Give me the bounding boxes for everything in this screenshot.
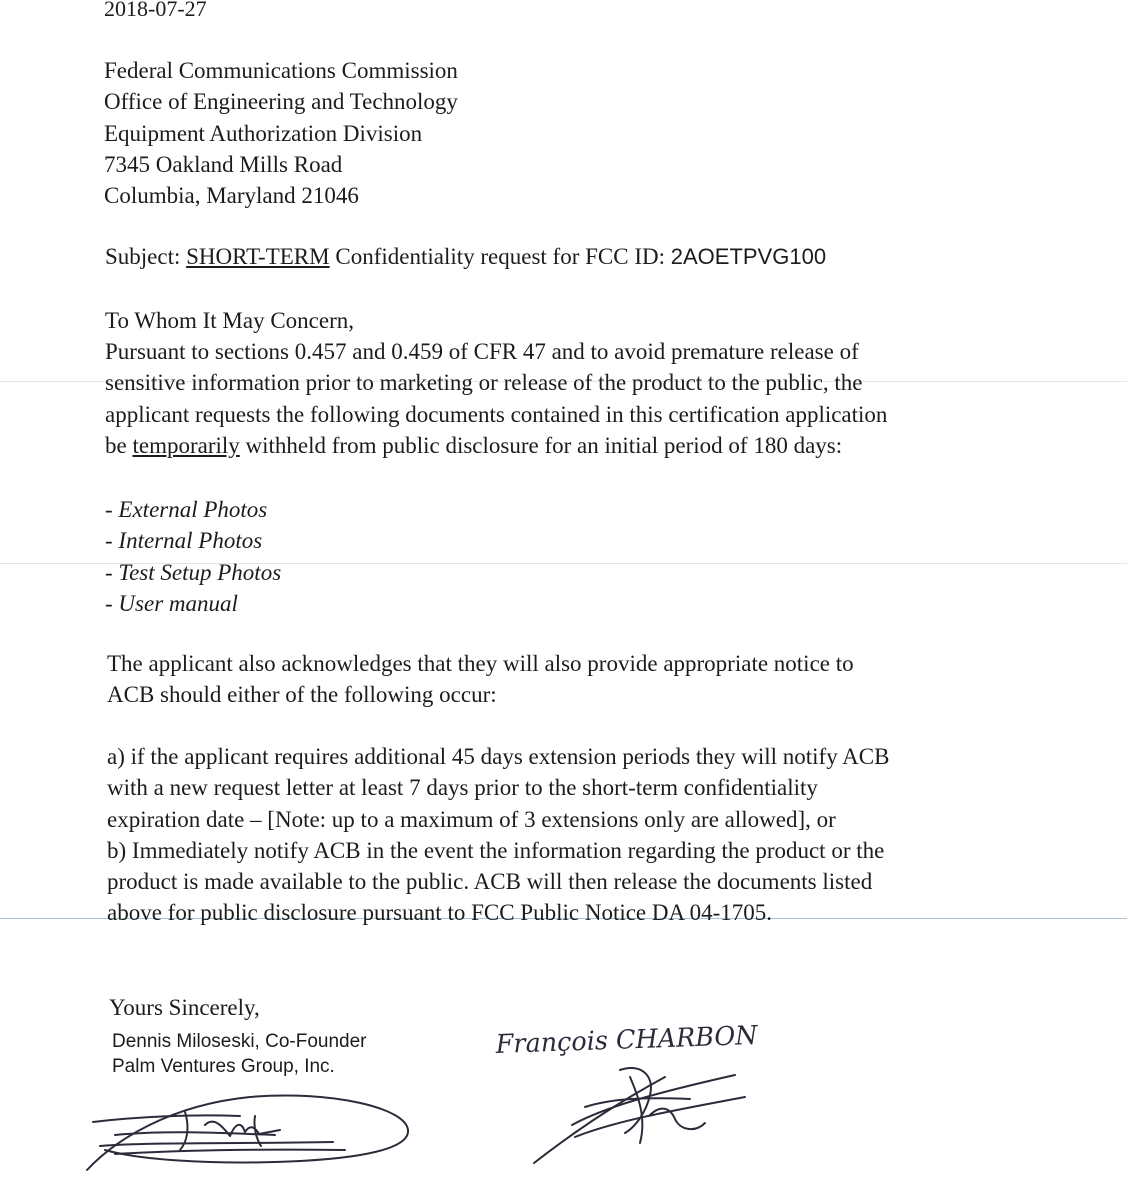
acknowledgement-paragraph [107, 648, 854, 711]
list-dash: - [105, 497, 119, 522]
list-item [105, 588, 281, 619]
paragraph-line: with a new request letter at least 7 days prior to the short-term confidentiality [107, 775, 818, 801]
subject-line [105, 241, 826, 273]
paragraph-line: a) if the applicant requires additional 45 days extension periods they will notify ACB [107, 744, 890, 769]
address-line: 7345 Oakland Mills Road [104, 151, 343, 177]
list-dash: - [105, 559, 119, 585]
list-dash: - [105, 590, 119, 616]
salutation [105, 305, 354, 336]
recipient-address [104, 55, 458, 211]
list-item-text: Test Setup Photos [118, 559, 282, 585]
signer-name: Dennis Miloseski, Co-Founder [112, 1031, 367, 1052]
paragraph-line: The applicant also acknowledges that they will also provide appropriate notice to [107, 651, 854, 676]
subject-label: Subject: [105, 244, 187, 269]
address-line: Office of Engineering and Technology [104, 89, 458, 115]
signature-handwritten-name: François CHARBON [495, 1020, 764, 1060]
list-item [105, 557, 281, 588]
subject-emphasis: SHORT-TERM [186, 244, 330, 269]
closing: Yours Sincerely, [109, 995, 260, 1020]
paragraph-line: ACB should either of the following occur: [107, 682, 497, 708]
paragraph-line: applicant requests the following documents contained in this certification application [105, 401, 888, 427]
paragraph-line: above for public disclosure pursuant to FCC Public Notice DA 04-1705. [107, 900, 773, 926]
fcc-id: 2AOETPVG100 [670, 244, 827, 269]
paragraph-emphasis: temporarily [132, 432, 240, 458]
address-line: Federal Communications Commission [104, 58, 458, 83]
request-paragraph [105, 336, 887, 461]
signer-company: Palm Ventures Group, Inc. [112, 1056, 335, 1077]
paragraph-line [105, 430, 887, 461]
list-item [105, 494, 281, 525]
list-item-text: User manual [118, 590, 238, 616]
paragraph-line: b) Immediately notify ACB in the event the information regarding the product or the [107, 837, 885, 863]
salutation-text: To Whom It May Concern, [105, 308, 355, 333]
paragraph-line: sensitive information prior to marketing or release of the product to the public, the [105, 370, 863, 396]
paragraph-line: product is made available to the public. ACB will then release the documents listed [107, 869, 873, 895]
conditions-paragraph [107, 741, 889, 929]
withheld-documents-list [105, 494, 281, 619]
paragraph-text: be [105, 432, 133, 458]
signature-right [490, 1015, 780, 1175]
paragraph-line: Pursuant to sections 0.457 and 0.459 of CFR 47 and to avoid premature release of [105, 339, 859, 364]
address-line: Equipment Authorization Division [104, 120, 423, 146]
list-dash: - [105, 528, 119, 554]
list-item [105, 525, 281, 556]
address-line: Columbia, Maryland 21046 [104, 183, 359, 209]
paragraph-text: withheld from public disclosure for an initial period of 180 days: [239, 432, 843, 458]
paragraph-line: expiration date – [Note: up to a maximum of 3 extensions only are allowed], or [107, 806, 836, 832]
subject-text: Confidentiality request for FCC ID: [329, 244, 671, 269]
list-item-text: External Photos [118, 497, 268, 522]
list-item-text: Internal Photos [118, 528, 263, 554]
letter-date: 2018-07-27 [104, 0, 207, 21]
signature-left [75, 1080, 420, 1175]
